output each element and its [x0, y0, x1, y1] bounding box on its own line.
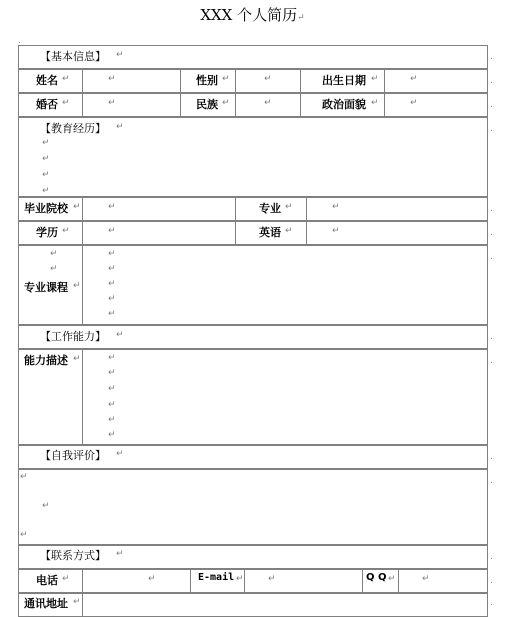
row-end-mark: . [490, 356, 493, 366]
courses-label: 专业课程 [24, 281, 68, 294]
marital-value-cell[interactable] [83, 94, 179, 116]
qq-value-cell[interactable] [399, 570, 487, 592]
cell-mark: ↵ [388, 574, 396, 584]
row-end-mark: . [490, 228, 493, 238]
paragraph-mark: ↵ [50, 249, 58, 259]
political-value-cell[interactable] [385, 94, 487, 116]
cell-mark: ↵ [73, 354, 81, 364]
birth-label: 出生日期 [322, 74, 366, 87]
cell-mark: ↵ [222, 74, 230, 84]
paragraph-mark: ↵ [108, 294, 116, 304]
paragraph-mark: ↵ [116, 549, 124, 559]
school-label: 毕业院校 [24, 202, 68, 215]
cell-mark: ↵ [108, 202, 116, 212]
email-label: E-mail [198, 572, 235, 583]
cell-mark: ↵ [332, 226, 340, 236]
row-end-mark: . [490, 52, 493, 62]
paragraph-mark: ↵ [20, 530, 28, 540]
paragraph-mark: ↵ [116, 122, 124, 132]
paragraph-mark: ↵ [108, 384, 116, 394]
cell-mark: ↵ [332, 202, 340, 212]
basic-info-label: 【基本信息】 [40, 50, 106, 63]
row-end-mark: . [490, 204, 493, 214]
self-evaluation-block[interactable] [18, 469, 488, 545]
cell-mark: ↵ [62, 74, 70, 84]
degree-label: 学历 [36, 226, 58, 239]
paragraph-mark: ↵ [42, 170, 50, 180]
marital-label: 婚否 [36, 98, 58, 111]
self-label: 【自我评价】 [40, 449, 106, 462]
paragraph-mark: ↵ [108, 264, 116, 274]
row-end-mark: . [490, 476, 493, 486]
paragraph-mark: ↵ [50, 264, 58, 274]
ability-label: 能力描述 [24, 354, 68, 367]
row-end-mark: . [490, 100, 493, 110]
cell-mark: ↵ [222, 98, 230, 108]
row-end-mark: . [490, 598, 493, 608]
paragraph-mark: ↵ [42, 154, 50, 164]
paragraph-mark: ↵ [108, 415, 116, 425]
courses-value-cell[interactable] [83, 246, 487, 324]
work-label: 【工作能力】 [40, 330, 106, 343]
paragraph-mark: ↵ [108, 353, 116, 363]
paragraph-mark: ↵ [108, 430, 116, 440]
cell-mark: ↵ [108, 74, 116, 84]
name-label: 姓名 [36, 74, 58, 87]
corner-mark: . [18, 36, 21, 46]
paragraph-mark: ↵ [108, 279, 116, 289]
paragraph-mark: ↵ [108, 400, 116, 410]
school-value-cell[interactable] [83, 198, 234, 220]
cell-mark: ↵ [62, 226, 70, 236]
paragraph-mark: ↵ [42, 138, 50, 148]
cell-mark: ↵ [264, 74, 272, 84]
page-title [0, 4, 505, 25]
cell-mark: ↵ [73, 202, 81, 212]
paragraph-mark: ↵ [297, 13, 305, 23]
row-end-mark: . [490, 576, 493, 586]
cell-mark: ↵ [410, 74, 418, 84]
row-end-mark: . [490, 452, 493, 462]
cell-mark: ↵ [264, 98, 272, 108]
cell-mark: ↵ [148, 574, 156, 584]
phone-label: 电话 [36, 574, 58, 587]
email-value-cell[interactable] [245, 570, 361, 592]
paragraph-mark: ↵ [116, 50, 124, 60]
row-end-mark: . [490, 252, 493, 262]
cell-mark: ↵ [62, 98, 70, 108]
paragraph-mark: ↵ [116, 449, 124, 459]
paragraph-mark: ↵ [108, 368, 116, 378]
cell-mark: ↵ [236, 574, 244, 584]
major-label: 专业 [259, 202, 281, 215]
cell-mark: ↵ [62, 574, 70, 584]
paragraph-mark: ↵ [42, 186, 50, 196]
cell-mark: ↵ [108, 226, 116, 236]
ability-value-cell[interactable] [83, 350, 487, 444]
cell-mark: ↵ [268, 574, 276, 584]
political-label: 政治面貌 [322, 98, 366, 111]
phone-value-cell[interactable] [83, 570, 189, 592]
address-label: 通讯地址 [24, 597, 68, 610]
row-end-mark: . [490, 76, 493, 86]
cell-mark: ↵ [371, 74, 379, 84]
cell-mark: ↵ [285, 226, 293, 236]
gender-label: 性别 [196, 74, 218, 87]
row-end-mark: . [490, 332, 493, 342]
name-value-cell[interactable] [83, 70, 179, 92]
cell-mark: ↵ [108, 98, 116, 108]
education-label: 【教育经历】 [40, 122, 106, 135]
address-value-cell[interactable] [83, 594, 487, 616]
cell-mark: ↵ [422, 574, 430, 584]
paragraph-mark: ↵ [42, 501, 50, 511]
qq-label: Q Q [366, 572, 387, 583]
ethnicity-label: 民族 [196, 98, 218, 111]
degree-value-cell[interactable] [83, 222, 234, 244]
cell-mark: ↵ [410, 98, 418, 108]
english-label: 英语 [259, 226, 281, 239]
cell-mark: ↵ [73, 281, 81, 291]
birth-value-cell[interactable] [385, 70, 487, 92]
paragraph-mark: ↵ [108, 309, 116, 319]
cell-mark: ↵ [73, 597, 81, 607]
row-end-mark: . [490, 124, 493, 134]
row-end-mark: . [490, 552, 493, 562]
paragraph-mark: ↵ [20, 472, 28, 482]
paragraph-mark: ↵ [116, 330, 124, 340]
cell-mark: ↵ [371, 98, 379, 108]
title-text: XXX 个人简历 [200, 6, 298, 24]
contact-label: 【联系方式】 [40, 549, 106, 562]
cell-mark: ↵ [285, 202, 293, 212]
paragraph-mark: ↵ [108, 249, 116, 259]
